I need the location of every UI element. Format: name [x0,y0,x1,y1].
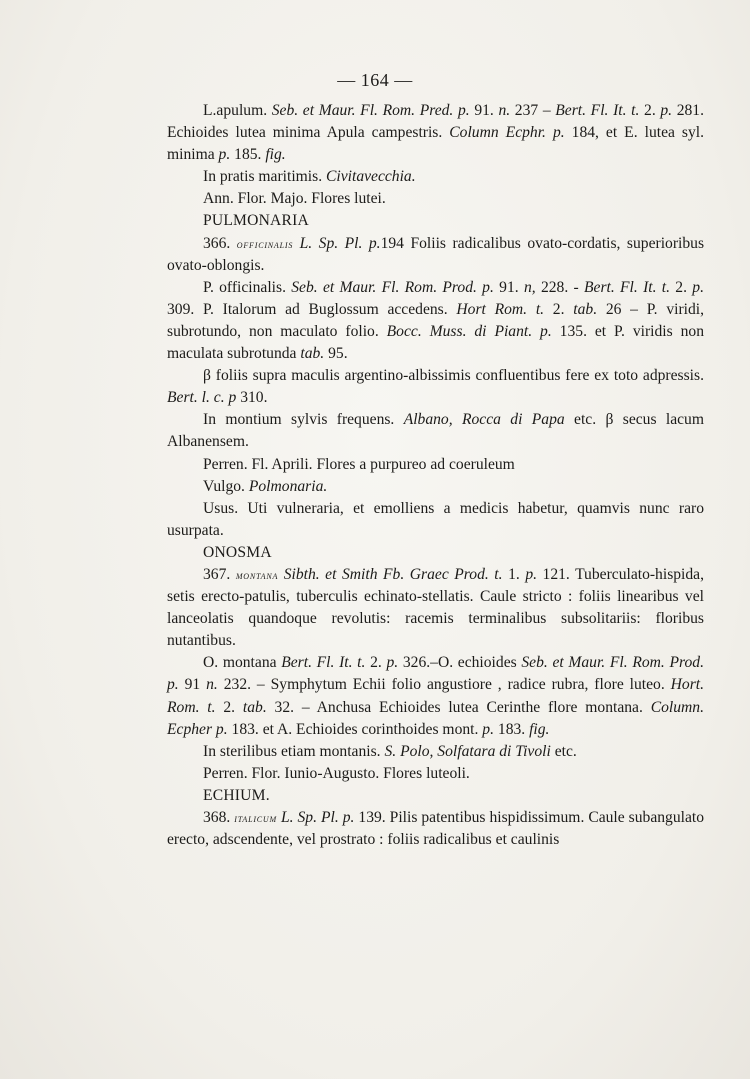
text-run: 228. - [535,278,584,296]
text-run: ONOSMA [203,543,272,561]
text-run: 309. P. Italorum ad Buglossum accedens. [167,300,457,318]
citation-text: p. [218,146,231,164]
text-paragraph [167,763,704,785]
text-run: 281. Echioides lutea minima Apula campestris. [167,102,704,142]
text-run: 1. [502,565,526,583]
text-run: 95. [324,345,348,363]
text-run: 32. – Anchusa Echioides lutea Cerinthe flore montana. [266,698,651,716]
text-paragraph [167,166,704,188]
page-number: — 164 — [337,70,413,90]
text-paragraph [167,652,704,740]
text-run: Ann. Flor. Majo. Flores lutei. [203,190,386,208]
text-run: 184, et E. lutea syl. minima [167,124,705,164]
text-paragraph [167,188,704,210]
text-paragraph [167,100,704,166]
citation-text: L. Sp. Pl. p. [276,809,355,826]
text-run: 2. [670,278,693,296]
genus-heading [167,542,704,564]
citation-text: n. [206,676,218,694]
text-run: 91 [178,676,207,694]
citation-text: Bert. l. c. p [167,389,237,407]
text-run: In montium sylvis frequens. [203,411,404,429]
citation-text: fig. [529,720,550,738]
citation-text: Bocc. Muss. di Piant. p. [386,322,552,340]
citation-text: Bert. Fl. It. t. [555,102,640,119]
text-block [167,100,704,851]
text-run: 310. [236,389,268,407]
citation-text: Seb. et Maur. Fl. Rom. Prod. p. [167,654,704,694]
text-run: 2. [639,102,661,119]
text-paragraph [167,476,704,498]
text-run: ECHIUM. [203,786,270,804]
species-epithet: italicum [234,811,277,825]
text-run: 237 – [510,102,556,119]
citation-text: n. [498,102,511,119]
text-run: 183. et A. Echioides corinthoides mont. [227,720,483,738]
citation-text: Column Ecphr. p. [449,124,565,142]
text-paragraph [167,233,704,277]
text-run: L.apulum. [203,102,272,119]
species-epithet: officinalis [236,236,294,251]
citation-text: p. [482,720,494,738]
text-paragraph [167,454,704,476]
text-run: 185. [230,146,266,164]
text-run: PULMONARIA [203,212,309,230]
citation-text: Bert. Fl. It. t. [281,654,366,672]
text-run: 183. [494,720,530,738]
text-run: 368. [203,809,235,826]
citation-text: Bert. Fl. It. t. [584,278,671,296]
citation-text: tab. [573,300,598,318]
text-run: etc. β secus lacum Albanensem. [167,411,704,451]
text-run: Vulgo. [203,477,249,495]
text-run: O. montana [203,654,282,672]
citation-text: p. [525,565,538,583]
text-run: 367. [203,565,236,583]
text-paragraph [167,409,704,453]
text-run: 2. [365,654,387,672]
citation-text: Polmonaria. [248,477,328,495]
citation-text: Hort. Rom. t. [167,676,704,716]
text-run: 26 – P. viridi, subrotundo, non maculato folio. [167,300,704,340]
text-run: etc. [550,742,577,760]
species-epithet: montana [235,567,279,582]
citation-text: p. [386,654,399,672]
citation-text: Hort Rom. t. [456,300,545,318]
text-run: 91. [493,278,524,296]
citation-text: Sibth. et Smith Fb. Graec Prod. t. [278,565,503,583]
text-paragraph [167,498,704,542]
text-run: 326.–O. echioides [398,654,522,672]
text-run: 2. [544,300,574,318]
text-paragraph [167,807,704,851]
citation-text: S. Polo, Solfatara di Tivoli [384,742,551,760]
text-run: Perren. Fl. Aprili. Flores a purpureo ad coeruleum [203,455,515,473]
text-run: Perren. Flor. Iunio-Augusto. Flores luteoli. [203,764,470,782]
citation-text: p. [692,278,704,296]
text-paragraph [167,741,704,763]
genus-heading [167,210,704,232]
text-paragraph [167,277,704,365]
text-run: 135. et P. viridis non maculata subrotunda [167,322,704,363]
text-run: Usus. Uti vulneraria, et emolliens a medicis habetur, quamvis nunc raro usurpata. [167,499,704,539]
citation-text: Seb. et Maur. Fl. Rom. Prod. p. [291,278,494,296]
citation-text: fig. [265,146,286,164]
text-run: 366. [203,234,237,252]
text-run: P. officinalis. [203,278,292,296]
text-run: 2. [215,698,243,716]
text-run: In pratis maritimis. [203,168,326,186]
citation-text: Column. Ecpher p. [167,698,704,738]
text-run: 194 Foliis radicalibus ovato-cordatis, superioribus ovato-oblongis. [167,234,705,274]
text-run: In sterilibus etiam montanis. [203,742,385,760]
citation-text: tab. [300,345,325,363]
citation-text: Seb. et Maur. Fl. Rom. Pred. p. [271,102,470,119]
text-paragraph [167,564,704,652]
citation-text: n, [523,278,536,296]
text-run: 232. – Symphytum Echii folio angustiore , radice rubra, flore luteo. [217,676,671,694]
text-run: 91. [469,102,499,119]
citation-text: p. [660,102,673,119]
text-paragraph [167,365,704,409]
genus-heading [167,785,704,807]
text-run: 139. Pilis patentibus hispidissimum. Caule subangulato erecto, adscendente, vel prostrato : foliis radicalibus et caulinis [167,809,705,849]
citation-text: Civitavecchia. [326,168,416,186]
text-run: β foliis supra maculis argentino-albissimis confluentibus fere ex toto adpressis. [203,367,704,385]
text-run: 121. Tuberculato-hispida, setis erecto-patulis, tuberculis echinato-stellatis. Caule stricto : foliis linearibus vel lanceolatis quandoque revolutis: racemis terminalibus subsolitariis: floribus nutantibus. [167,565,705,650]
citation-text: Albano, Rocca di Papa [403,411,565,429]
citation-text: L. Sp. Pl. p. [293,234,381,252]
citation-text: tab. [242,698,267,716]
